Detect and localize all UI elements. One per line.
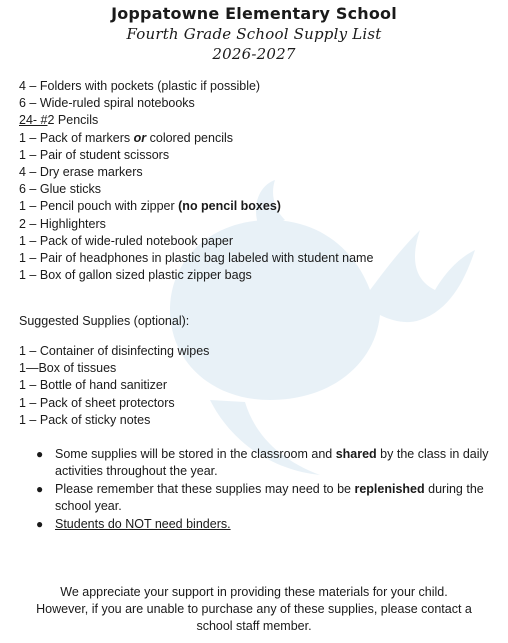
suggested-supplies-heading: Suggested Supplies (optional): [19,314,190,328]
list-item: 1 – Box of gallon sized plastic zipper bags [19,268,252,283]
bullet-icon: ● [36,482,44,496]
footer-line: We appreciate your support in providing these materials for your child. [60,585,448,599]
list-title: Fourth Grade School Supply List [126,25,382,43]
list-item: 1 – Pack of sticky notes [19,412,151,427]
list-item: 1 – Bottle of hand sanitizer [19,378,168,393]
list-item: 2 – Highlighters [19,216,106,231]
list-item: 1 – Pack of sheet protectors [19,395,175,410]
list-item: 4 – Folders with pockets (plastic if possible) [19,79,261,93]
bullet-icon: ● [36,447,44,461]
footer-line: school staff member. [196,619,312,633]
list-item: 1—Box of tissues [19,361,117,376]
document-header [0,4,508,64]
required-supplies-list [19,78,489,284]
list-item: 24- #2 Pencils [19,113,99,128]
list-item: 1 – Pack of markers or colored pencils [19,130,233,145]
school-name: Joppatowne Elementary School [111,4,397,23]
note-item: ● Some supplies will be stored in the classroom and shared by the class in daily activities throughout the year. [36,447,489,478]
note-item: ● Please remember that these supplies may need to be replenished during the school year. [36,482,484,513]
list-item: 1 – Pencil pouch with zipper (no pencil boxes) [19,199,281,214]
footer-line: However, if you are unable to purchase any of these supplies, please contact a [36,602,472,616]
list-item: 1 – Pair of headphones in plastic bag labeled with student name [19,251,374,266]
list-item: 1 – Pack of wide-ruled notebook paper [19,233,234,248]
list-item: 6 – Glue sticks [19,182,101,197]
school-year: 2026-2027 [212,45,296,63]
notes-list [37,446,495,534]
list-item: 4 – Dry erase markers [19,165,143,180]
list-item: 6 – Wide-ruled spiral notebooks [19,96,195,111]
list-item: 1 – Pair of student scissors [19,147,170,162]
suggested-supplies-list [19,343,489,429]
note-item: ● Students do NOT need binders. [36,517,231,531]
bullet-icon: ● [36,517,44,531]
footer-message [10,584,498,635]
list-item: 1 – Container of disinfecting wipes [19,344,210,358]
